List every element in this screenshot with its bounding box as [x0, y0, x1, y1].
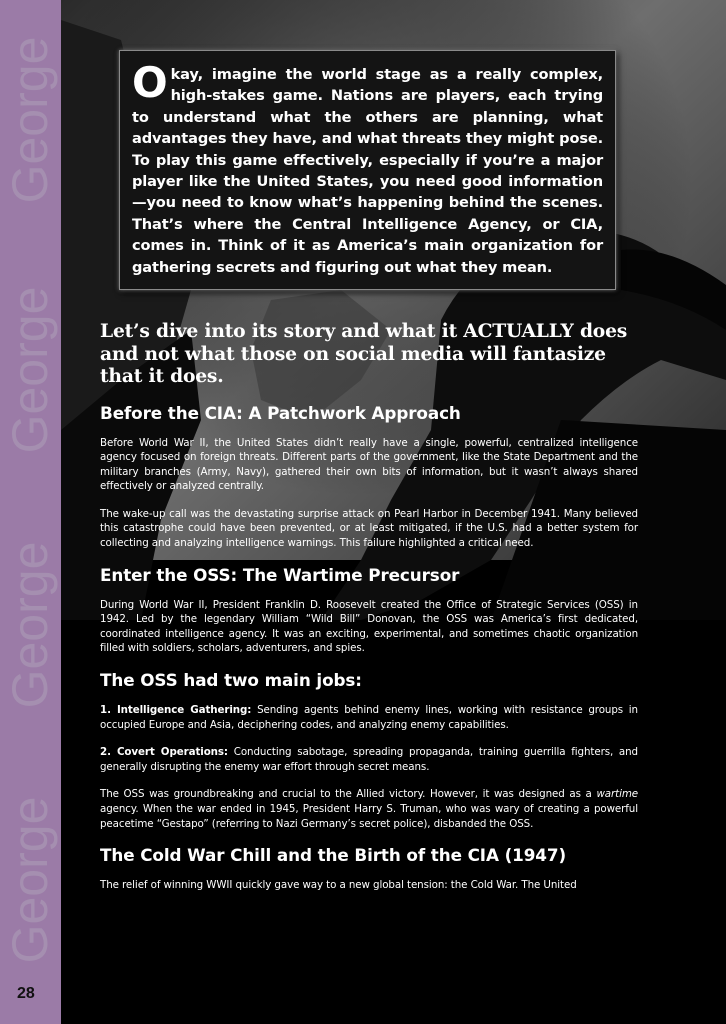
page-number: 28 — [17, 985, 35, 1002]
paragraph: Before World War II, the United States didn’t really have a single, powerful, centralized intelligence agency focused on foreign threats. Different parts of the government, like the State Department and the military branches (Army, Navy), gathered their own bits of information, but it wasn’t always shared effectively or analyzed centrally. — [100, 436, 638, 493]
section-heading-oss: Enter the OSS: The Wartime Precursor — [100, 564, 460, 585]
list-item-label: 1. Intelligence Gathering: — [100, 704, 252, 717]
intro-callout — [119, 50, 616, 290]
list-item-text: Conducting sabotage, spreading propaganda, training guerrilla fighters, and generally disrupting the enemy war effort through secret means. — [100, 746, 638, 773]
intro-paragraph — [132, 58, 604, 278]
paragraph: The relief of winning WWII quickly gave way to a new global tension: the Cold War. The United — [100, 879, 577, 892]
article-content — [100, 320, 638, 906]
paragraph: The wake-up call was the devastating surprise attack on Pearl Harbor in December 1941. Many believed this catastrophe could have been prevented, or at least mitigated, if the U.S. had a better system for collecting and analyzing intelligence warnings. This failure highlighted a critical need. — [100, 507, 638, 550]
list-item-label: 2. Covert Operations: — [100, 746, 228, 759]
list-item-covert — [100, 745, 638, 774]
text-run: The OSS was groundbreaking and crucial to the Allied victory. However, it was designed as a — [100, 788, 597, 801]
list-item-intelligence — [100, 703, 638, 732]
emphasis-text: wartime — [596, 788, 638, 801]
section-heading-cold-war: The Cold War Chill and the Birth of the CIA (1947) — [100, 845, 567, 866]
text-run: agency. When the war ended in 1945, President Harry S. Truman, who was wary of creating a powerful peacetime “Gestapo” (referring to Nazi Germany’s secret police), disbanded the OSS. — [100, 803, 638, 830]
lead-heading: Let’s dive into its story and what it ACTUALLY does and not what those on social media will fantasize that it does. — [100, 320, 628, 387]
paragraph: During World War II, President Franklin D. Roosevelt created the Office of Strategic Services (OSS) in 1942. Led by the legendary William “Wild Bill” Donovan, the OSS was America’s first dedicated, coordinated intelligence agency. It was an exciting, experimental, and sometimes chaotic organization filled with soldiers, scholars, adventurers, and spies. — [100, 598, 638, 655]
section-heading-oss-jobs: The OSS had two main jobs: — [100, 670, 362, 691]
drop-cap: O — [132, 58, 168, 107]
paragraph — [100, 787, 638, 831]
intro-text: kay, imagine the world stage as a really complex, high-stakes game. Nations are players, each trying to understand what the others are planning, what advantages they have, and what threats they might pose. To play this game effectively, especially if you’re a major player like the United States, you need good information—you need to know what’s happening behind the scenes. That’s where the Central Intelligence Agency, or CIA, comes in. Think of it as America’s main organization for gathering secrets and figuring out what they mean. — [132, 66, 604, 276]
sidebar: George George George George 28 — [0, 0, 61, 1024]
section-heading-before-cia: Before the CIA: A Patchwork Approach — [100, 402, 461, 423]
list-item-text: Sending agents behind enemy lines, working with resistance groups in occupied Europe and Asia, deciphering codes, and analyzing enemy capabilities. — [100, 704, 638, 731]
